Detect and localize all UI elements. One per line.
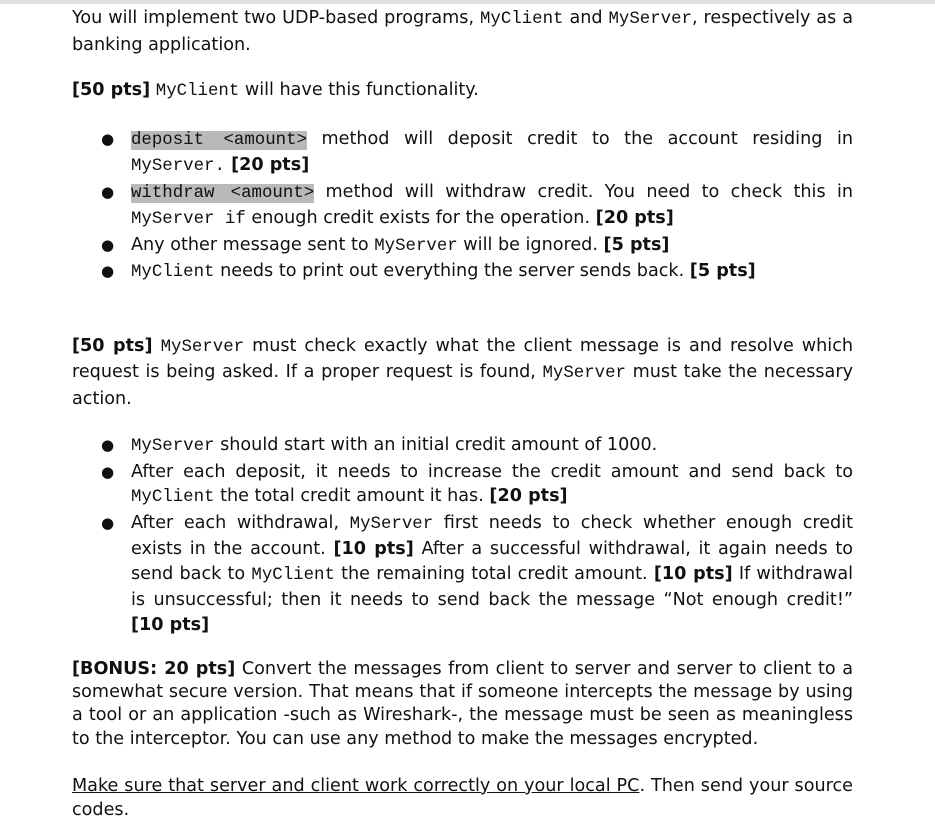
points-label: [20 pts] bbox=[595, 208, 674, 228]
list-item: ● withdraw <amount> method will withdraw credit. You need to check this in MyServer if enough credit exists for the operation. [20 pts] bbox=[72, 180, 853, 233]
list-item: ● After each withdrawal, MyServer first needs to check whether enough credit exists in the account. [10 pts] After a successful withdrawal, it again needs to send back to MyClient the remaining total credit amount. [10 pts] If withdrawal is unsuccessful; then it needs to send back the message “Not enough credit!” [10 pts] bbox=[72, 511, 853, 638]
list-item: ● After each deposit, it needs to increase the credit amount and send back to MyClient the total credit amount it has. [20 pts] bbox=[72, 460, 853, 511]
code-myclient: MyClient bbox=[131, 263, 215, 282]
client-section-heading: [50 pts] MyClient will have this functionality. bbox=[72, 80, 479, 101]
points-label: [5 pts] bbox=[603, 234, 670, 255]
closing-paragraph: Make sure that server and client work correctly on your local PC. Then send your source codes. bbox=[72, 775, 853, 820]
client-requirements-list bbox=[72, 127, 853, 286]
code-myserver: MyServer bbox=[160, 337, 245, 357]
code-myclient: MyClient bbox=[155, 82, 240, 101]
points-label: [5 pts] bbox=[689, 261, 756, 281]
bonus-paragraph: [BONUS: 20 pts] Convert the messages from client to server and server to client to a somewhat secure version. That means that if someone intercepts the message by using a tool or an application -such as Wireshark-, the message must be seen as meaningless to the interceptor. You can use any method to make the messages encrypted. bbox=[72, 659, 853, 749]
points-label: [20 pts] bbox=[489, 486, 568, 506]
code-myserver: MyServer bbox=[608, 10, 692, 29]
points-label: [10 pts] bbox=[653, 563, 733, 584]
code-myclient: MyClient bbox=[480, 10, 564, 29]
list-item: ● MyClient needs to print out everything the server sends back. [5 pts] bbox=[72, 259, 853, 286]
code-myserver: MyServer if bbox=[131, 210, 246, 229]
server-section-paragraph: [50 pts] MyServer must check exactly what the client message is and resolve which request is being asked. If a proper request is found, MyServer must take the necessary action. bbox=[72, 335, 854, 409]
code-myserver: MyServer bbox=[131, 437, 215, 456]
server-requirements-list bbox=[72, 433, 853, 637]
points-label: [10 pts] bbox=[131, 614, 210, 635]
code-myserver: MyServer. bbox=[131, 157, 225, 176]
intro-paragraph: You will implement two UDP-based programs, MyClient and MyServer, respectively as a banking application. bbox=[72, 8, 853, 55]
list-item: ● MyServer should start with an initial credit amount of 1000. bbox=[72, 433, 853, 460]
bonus-points-label: [BONUS: 20 pts] bbox=[72, 659, 236, 679]
list-item: ● deposit <amount> method will deposit credit to the account residing in MyServer. [20 pts] bbox=[72, 127, 853, 180]
points-label: [20 pts] bbox=[224, 155, 310, 175]
code-myserver: MyServer bbox=[542, 364, 626, 383]
page-top-border bbox=[0, 0, 935, 4]
list-item: ● Any other message sent to MyServer will be ignored. [5 pts] bbox=[72, 233, 853, 260]
code-myclient: MyClient bbox=[251, 565, 335, 585]
code-myserver: MyServer bbox=[374, 236, 458, 256]
underlined-instruction: Make sure that server and client work correctly on your local PC bbox=[72, 775, 640, 796]
points-label: [50 pts] bbox=[72, 335, 153, 356]
code-withdraw: withdraw <amount> bbox=[131, 183, 315, 203]
assignment-document bbox=[72, 6, 853, 822]
points-label: [50 pts] bbox=[72, 80, 151, 100]
code-myserver: MyServer bbox=[349, 514, 434, 534]
code-deposit: deposit <amount> bbox=[131, 130, 307, 150]
points-label: [10 pts] bbox=[333, 539, 414, 559]
code-myclient: MyClient bbox=[131, 488, 215, 507]
